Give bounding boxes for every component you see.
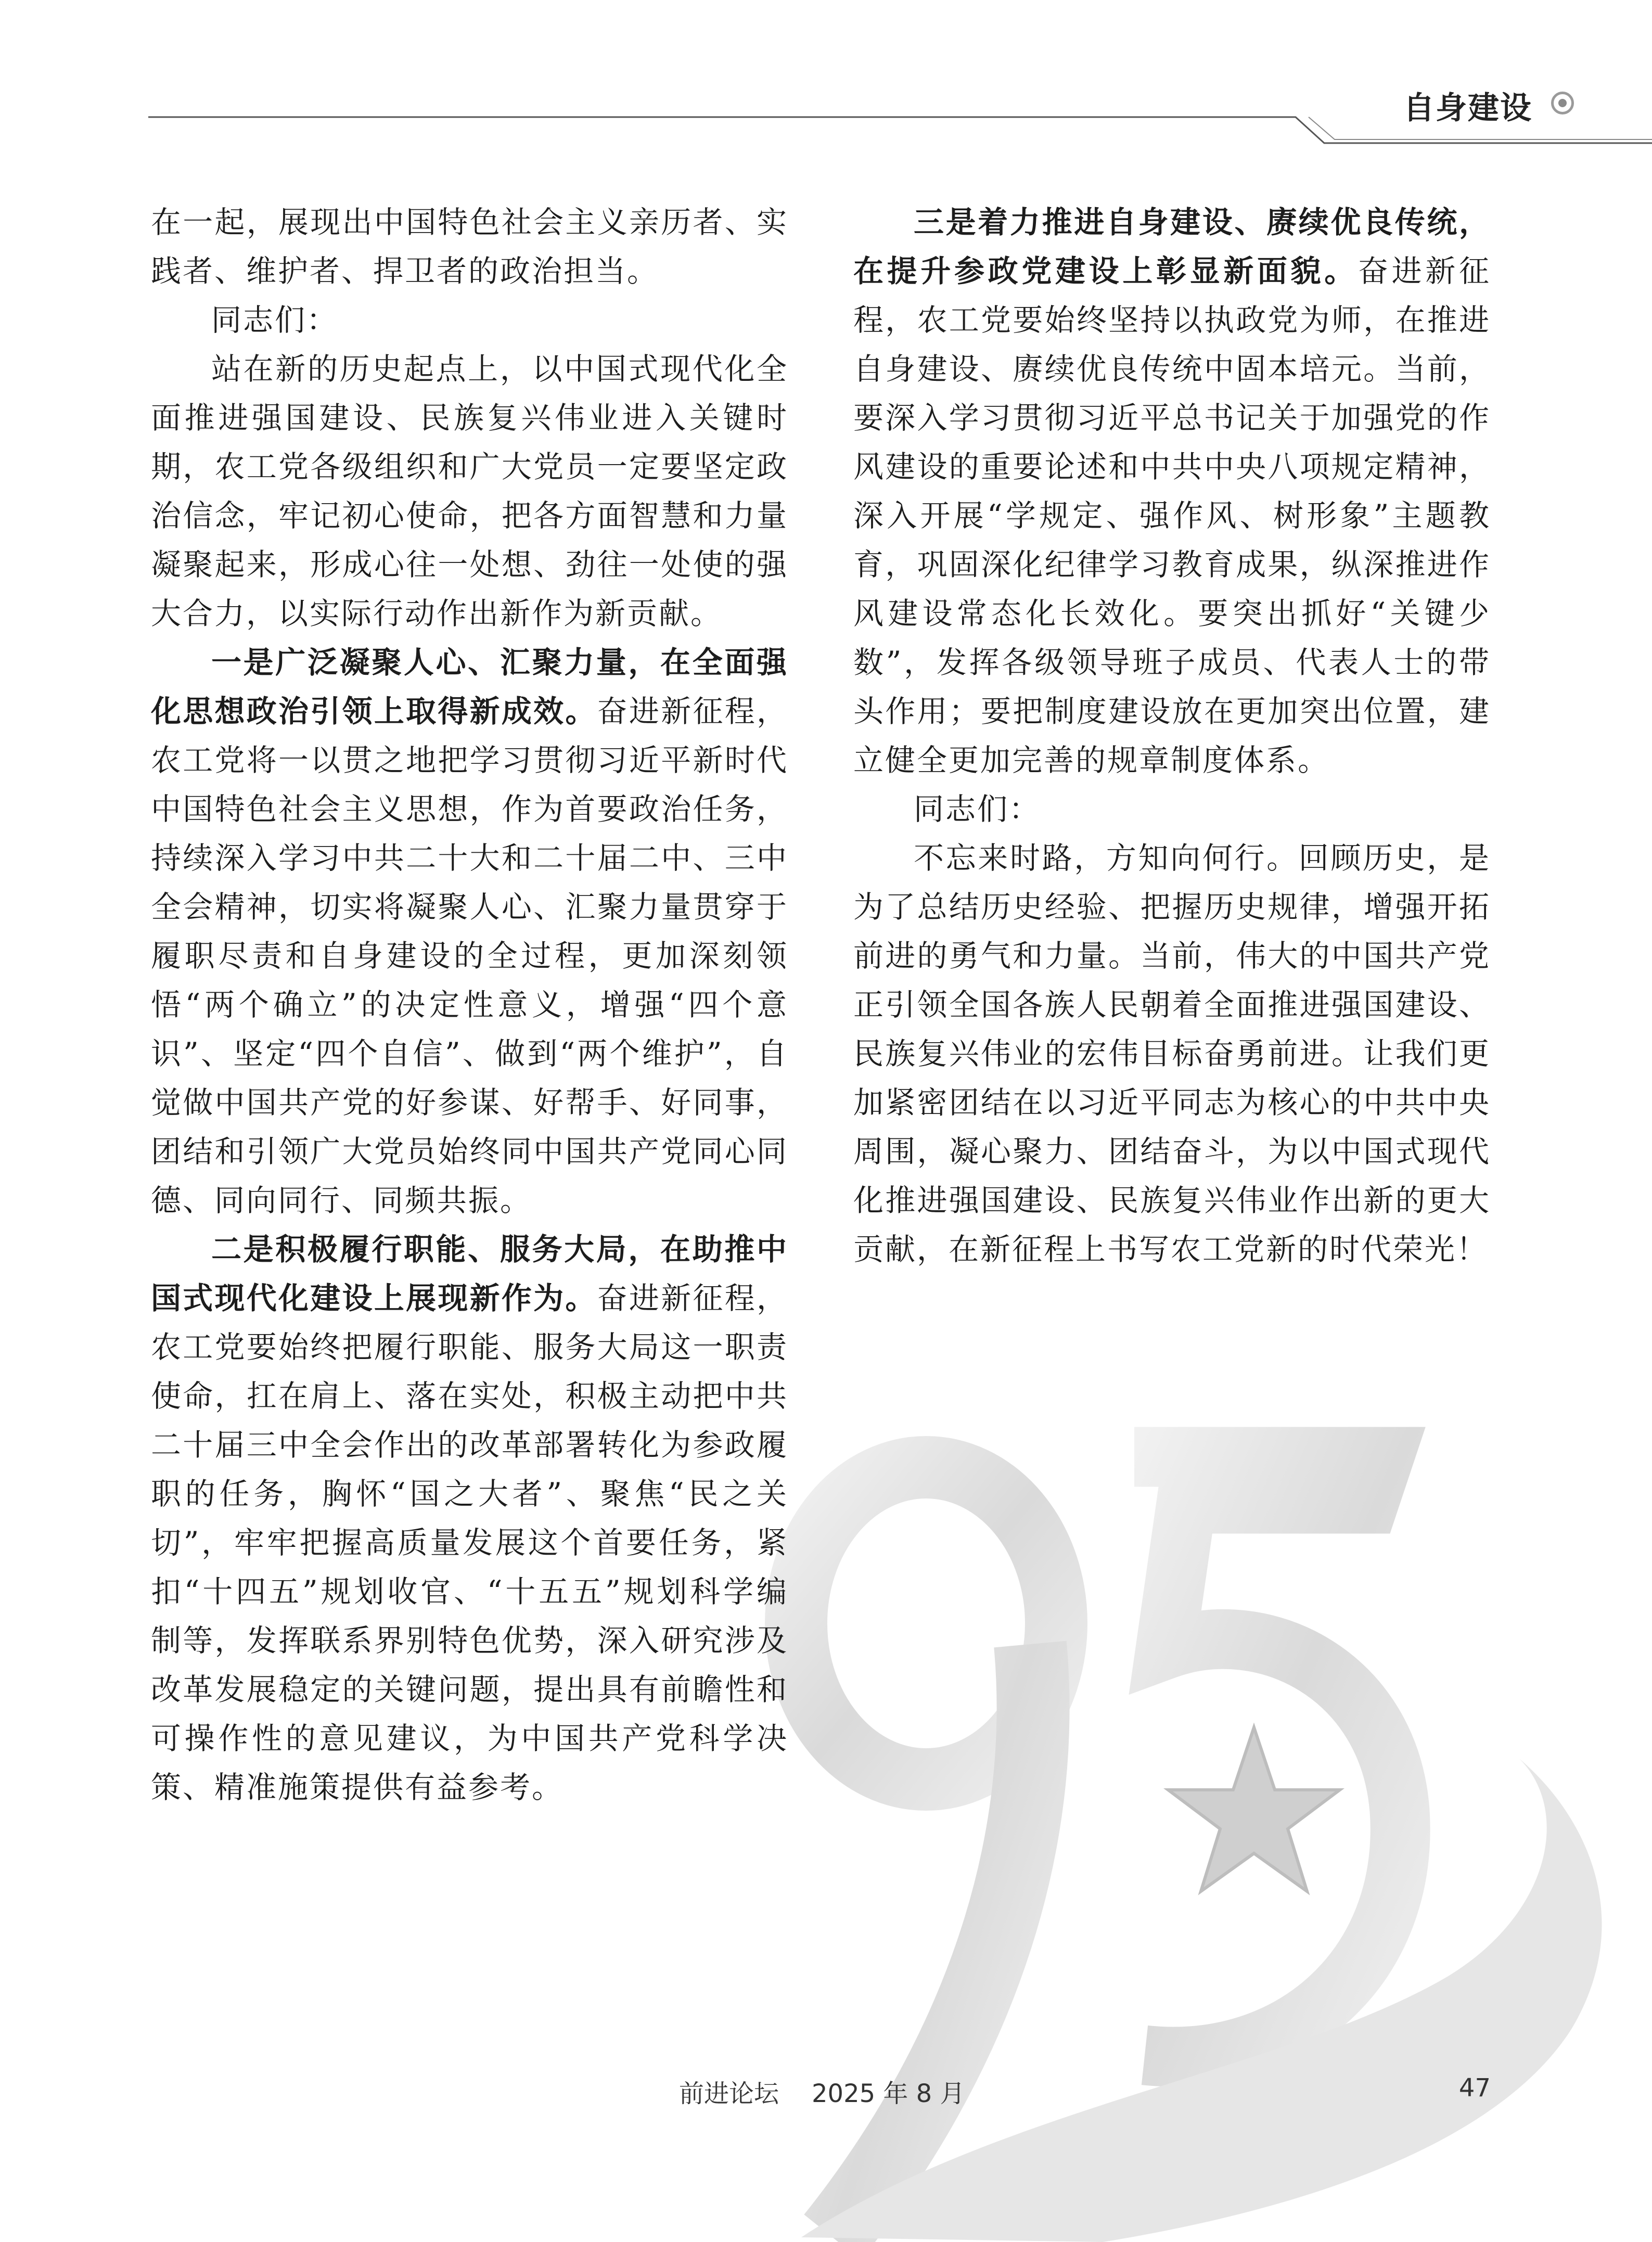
header-rule [0,0,1652,156]
page-number: 47 [1458,2073,1491,2103]
paragraph-new-starting-point: 站在新的历史起点上，以中国式现代化全面推进强国建设、民族复兴伟业进入关键时期，农工党各级组织和广大党员一定要坚定政治信念，牢记初心使命，把各方面智慧和力量凝聚起来，形成心往一处想、劲往一处使的强大合力，以实际行动作出新作为新贡献。 [151,351,788,631]
point-two-heading: 二是积极履行职能、服务大局，在助推中国式现代化建设上展现新作为。 [151,1232,788,1316]
salutation: 同志们： [211,302,339,338]
right-column [853,198,1491,1274]
point-three-body: 奋进新征程，农工党要始终坚持以执政党为师，在推进自身建设、赓续优良传统中固本培元。当前，要深入学习贯彻习近平总书记关于加强党的作风建设的重要论述和中共中央八项规定精神，深入开展“学规定、强作风、树形象”主题教育，巩固深化纪律学习教育成果，纵深推进作风建设常态化长效化。要突出抓好“关键少数”，发挥各级领导班子成员、代表人士的带头作用；要把制度建设放在更加突出位置，建立健全更加完善的规章制度体系。 [853,253,1491,778]
paragraph-continuation: 在一起，展现出中国特色社会主义亲历者、实践者、维护者、捍卫者的政治担当。 [151,204,788,289]
footer-magazine-name: 前进论坛 [679,2079,779,2108]
anniversary-95-star-emblem [739,1405,1652,2242]
left-column [151,198,788,1812]
section-tag: 自身建设 [1403,90,1532,126]
point-one-body: 奋进新征程，农工党将一以贯之地把学习贯彻习近平新时代中国特色社会主义思想，作为首要政治任务，持续深入学习中共二十大和二十届二中、三中全会精神，切实将凝聚人心、汇聚力量贯穿于履职尽责和自身建设的全过程，更加深刻领悟“两个确立”的决定性意义，增强“四个意识”、坚定“四个自信”、做到“两个维护”，自觉做中国共产党的好参谋、好帮手、好同事，团结和引领广大党员始终同中国共产党同心同德、同向同行、同频共振。 [151,694,788,1218]
footer-issue-date: 2025 年 8 月 [812,2079,965,2108]
paragraph-closing: 不忘来时路，方知向何行。回顾历史，是为了总结历史经验、把握历史规律，增强开拓前进的勇气和力量。当前，伟大的中国共产党正引领全国各族人民朝着全面推进强国建设、民族复兴伟业的宏伟目标奋勇前进。让我们更加紧密团结在以习近平同志为核心的中共中央周围，凝心聚力、团结奋斗，为以中国式现代化推进强国建设、民族复兴伟业作出新的更大贡献，在新征程上书写农工党新的时代荣光！ [853,840,1491,1267]
point-three-heading: 三是着力推进自身建设、赓续优良传统，在提升参政党建设上彰显新面貌。 [853,204,1491,289]
paragraph-point-three [853,198,1491,785]
point-two-body: 奋进新征程，农工党要始终把履行职能、服务大局这一职责使命，扛在肩上、落在实处，积极主动把中共二十届三中全会作出的改革部署转化为参政履职的任务，胸怀“国之大者”、聚焦“民之关切”，牢牢把握高质量发展这个首要任务，紧扣“十四五”规划收官、“十五五”规划科学编制等，发挥联系界别特色优势，深入研究涉及改革发展稳定的关键问题，提出具有前瞻性和可操作性的意见建议，为中国共产党科学决策、精准施策提供有益参考。 [151,1280,788,1805]
paragraph-point-two [151,1225,788,1812]
circle-dot-icon [1551,92,1574,114]
point-one-heading: 一是广泛凝聚人心、汇聚力量，在全面强化思想政治引领上取得新成效。 [151,645,788,729]
salutation: 同志们： [914,791,1041,827]
paragraph-point-one [151,638,788,1225]
